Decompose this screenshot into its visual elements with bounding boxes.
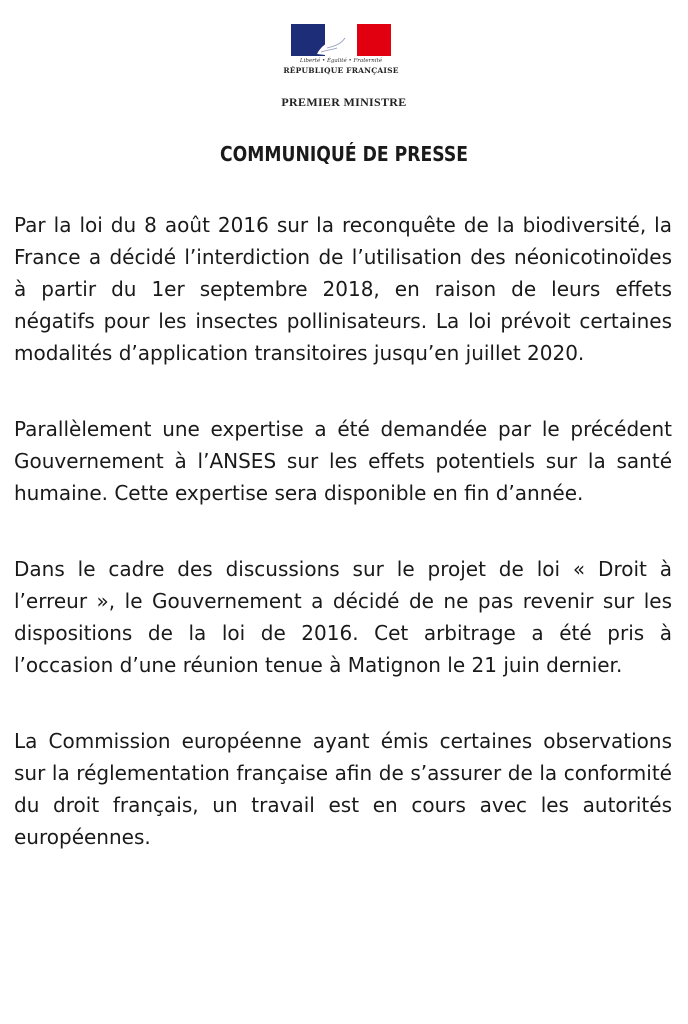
issuing-office: PREMIER MINISTRE bbox=[281, 95, 407, 109]
letterhead bbox=[0, 0, 688, 112]
republic-motto: Liberté • Égalité • Fraternité bbox=[299, 58, 383, 64]
paragraph-1: Par la loi du 8 août 2016 sur la reconquête de la biodiversité, la France a décidé l’interdiction de l’utilisation des néonicotinoïdes à partir du 1er septembre 2018, en raison de leurs effets négatifs pour les insectes pollinisateurs. La loi prévoit certaines modalités d’application transitoires jusqu’en juillet 2020. bbox=[14, 213, 672, 365]
tricolor-flag-icon bbox=[291, 24, 391, 56]
republic-name: RÉPUBLIQUE FRANÇAISE bbox=[283, 66, 399, 75]
paragraph-4: La Commission européenne ayant émis certaines observations sur la réglementation française afin de s’assurer de la conformité du droit français, un travail est en cours avec les autorités européennes. bbox=[14, 729, 672, 849]
document-body bbox=[14, 209, 672, 853]
marianne-logo bbox=[291, 24, 391, 56]
document-title: COMMUNIQUÉ DE PRESSE bbox=[220, 142, 468, 166]
paragraph-2: Parallèlement une expertise a été demandée par le précédent Gouvernement à l’ANSES sur les effets potentiels sur la santé humaine. Cette expertise sera disponible en fin d’année. bbox=[14, 417, 672, 505]
paragraph-3: Dans le cadre des discussions sur le projet de loi « Droit à l’erreur », le Gouvernement a décidé de ne pas revenir sur les dispositions de la loi de 2016. Cet arbitrage a été pris à l’occasion d’une réunion tenue à Matignon le 21 juin dernier. bbox=[14, 557, 672, 677]
